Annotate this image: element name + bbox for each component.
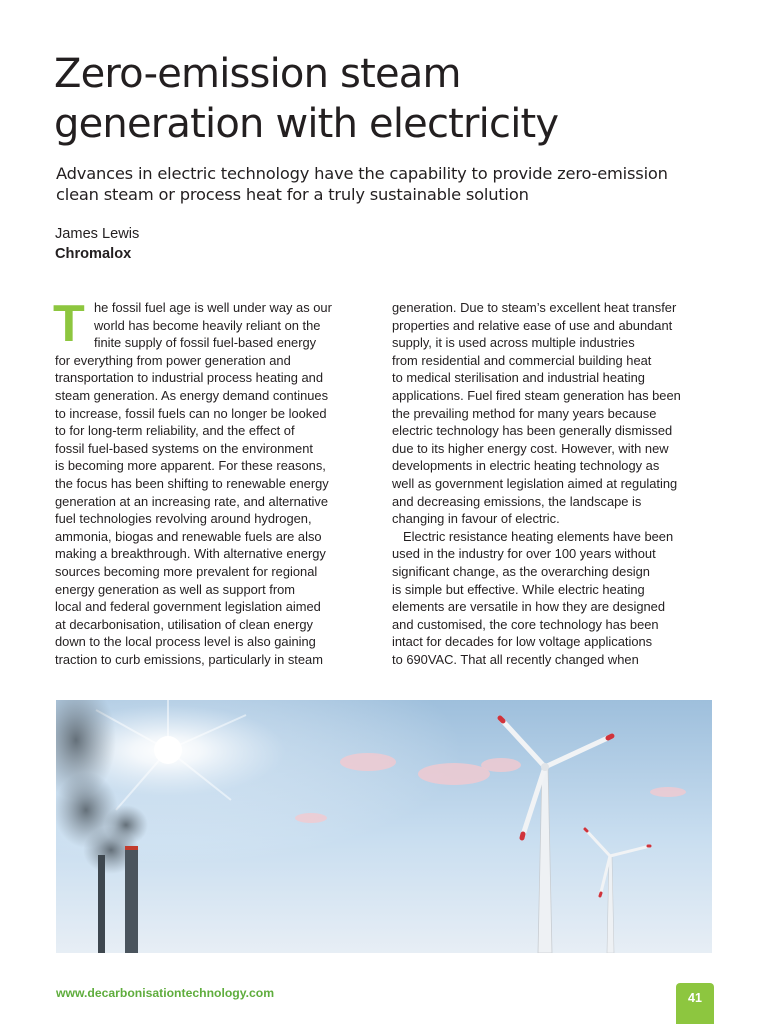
body-text-line: to medical sterilisation and industrial heating	[392, 370, 645, 386]
body-text-line: sources becoming more prevalent for regional	[55, 563, 318, 579]
body-text-line: to for long-term reliability, and the effect of	[55, 423, 295, 439]
body-text-line: intact for decades for low voltage applications	[392, 634, 653, 650]
body-text-line: developments in electric heating technology as	[392, 458, 660, 474]
body-text-line: to increase, fossil fuels can no longer be looked	[55, 405, 327, 421]
body-text-line: is simple but effective. While electric heating	[392, 581, 645, 597]
footer-website: www.decarbonisationtechnology.com	[56, 986, 275, 1000]
body-text-line: the prevailing method for many years because	[392, 405, 657, 421]
body-text-line: generation. Due to steam’s excellent heat transfer	[392, 300, 677, 315]
body-text-line: to 690VAC. That all recently changed when	[392, 651, 639, 667]
body-text-line: ammonia, biogas and renewable fuels are also	[55, 528, 322, 544]
body-text-line: Electric resistance heating elements have been	[403, 528, 674, 544]
body-text-line: down to the local process level is also gaining	[55, 634, 316, 650]
body-text-line: electric technology has been generally dismissed	[392, 423, 673, 439]
body-text-line: changing in favour of electric.	[392, 511, 560, 527]
author-name: James Lewis	[55, 226, 140, 242]
wind-turbines-and-chimneys-photo	[56, 700, 712, 953]
drop-cap: T	[53, 295, 85, 353]
author-company: Chromalox	[55, 246, 132, 262]
page-number: 41	[676, 983, 714, 1024]
body-text-line: local and federal government legislation aimed	[55, 599, 321, 615]
body-text-line: applications. Fuel fired steam generation has been	[392, 387, 681, 403]
body-text-line: traction to curb emissions, particularly in steam	[55, 651, 323, 667]
body-text-line: and decreasing emissions, the landscape is	[392, 493, 642, 509]
body-text-line: is becoming more apparent. For these reasons,	[55, 458, 326, 474]
body-text-line: fossil fuel-based systems on the environment	[55, 440, 313, 456]
body-column-left	[53, 295, 379, 668]
body-text-line: supply, it is used across multiple industries	[392, 335, 635, 351]
body-text-line: transportation to industrial process heating and	[55, 370, 324, 386]
article-title: Zero-emission steam generation with electricity	[54, 51, 559, 147]
body-text-line: at decarbonisation, utilisation of clean energy	[55, 616, 313, 632]
body-text-line: generation at an increasing rate, and alternative	[55, 493, 329, 509]
body-text-line: steam generation. As energy demand continues	[55, 387, 329, 403]
article-subtitle: Advances in electric technology have the capability to provide zero-emission clean steam or process heat for a truly sustainable solution	[56, 164, 668, 204]
article-photo	[56, 700, 712, 953]
body-text-line: and customised, the core technology has been	[392, 616, 659, 632]
body-text-line: from residential and commercial building heat	[392, 352, 652, 368]
body-text-line: world has become heavily reliant on the	[94, 317, 321, 333]
body-text-line: energy generation as well as support from	[55, 581, 296, 597]
body-text-line: properties and relative ease of use and abundant	[392, 317, 673, 333]
body-text-line: elements are versatile in how they are designed	[392, 599, 666, 615]
body-column-right	[392, 299, 716, 668]
body-text-line: making a breakthrough. With alternative energy	[55, 546, 326, 562]
body-text-line: well as government legislation aimed at regulating	[392, 475, 678, 491]
body-text-line: significant change, as the overarching design	[392, 563, 650, 579]
body-text-line: he fossil fuel age is well under way as our	[94, 300, 332, 315]
body-text-line: due to its higher energy cost. However, with new	[392, 440, 669, 456]
body-text-line: fuel technologies revolving around hydrogen,	[55, 511, 312, 527]
body-text-line: the focus has been shifting to renewable energy	[55, 475, 329, 491]
body-text-line: for everything from power generation and	[55, 352, 291, 368]
body-text-line: finite supply of fossil fuel-based energy	[94, 335, 317, 351]
body-text-line: used in the industry for over 100 years without	[392, 546, 656, 562]
